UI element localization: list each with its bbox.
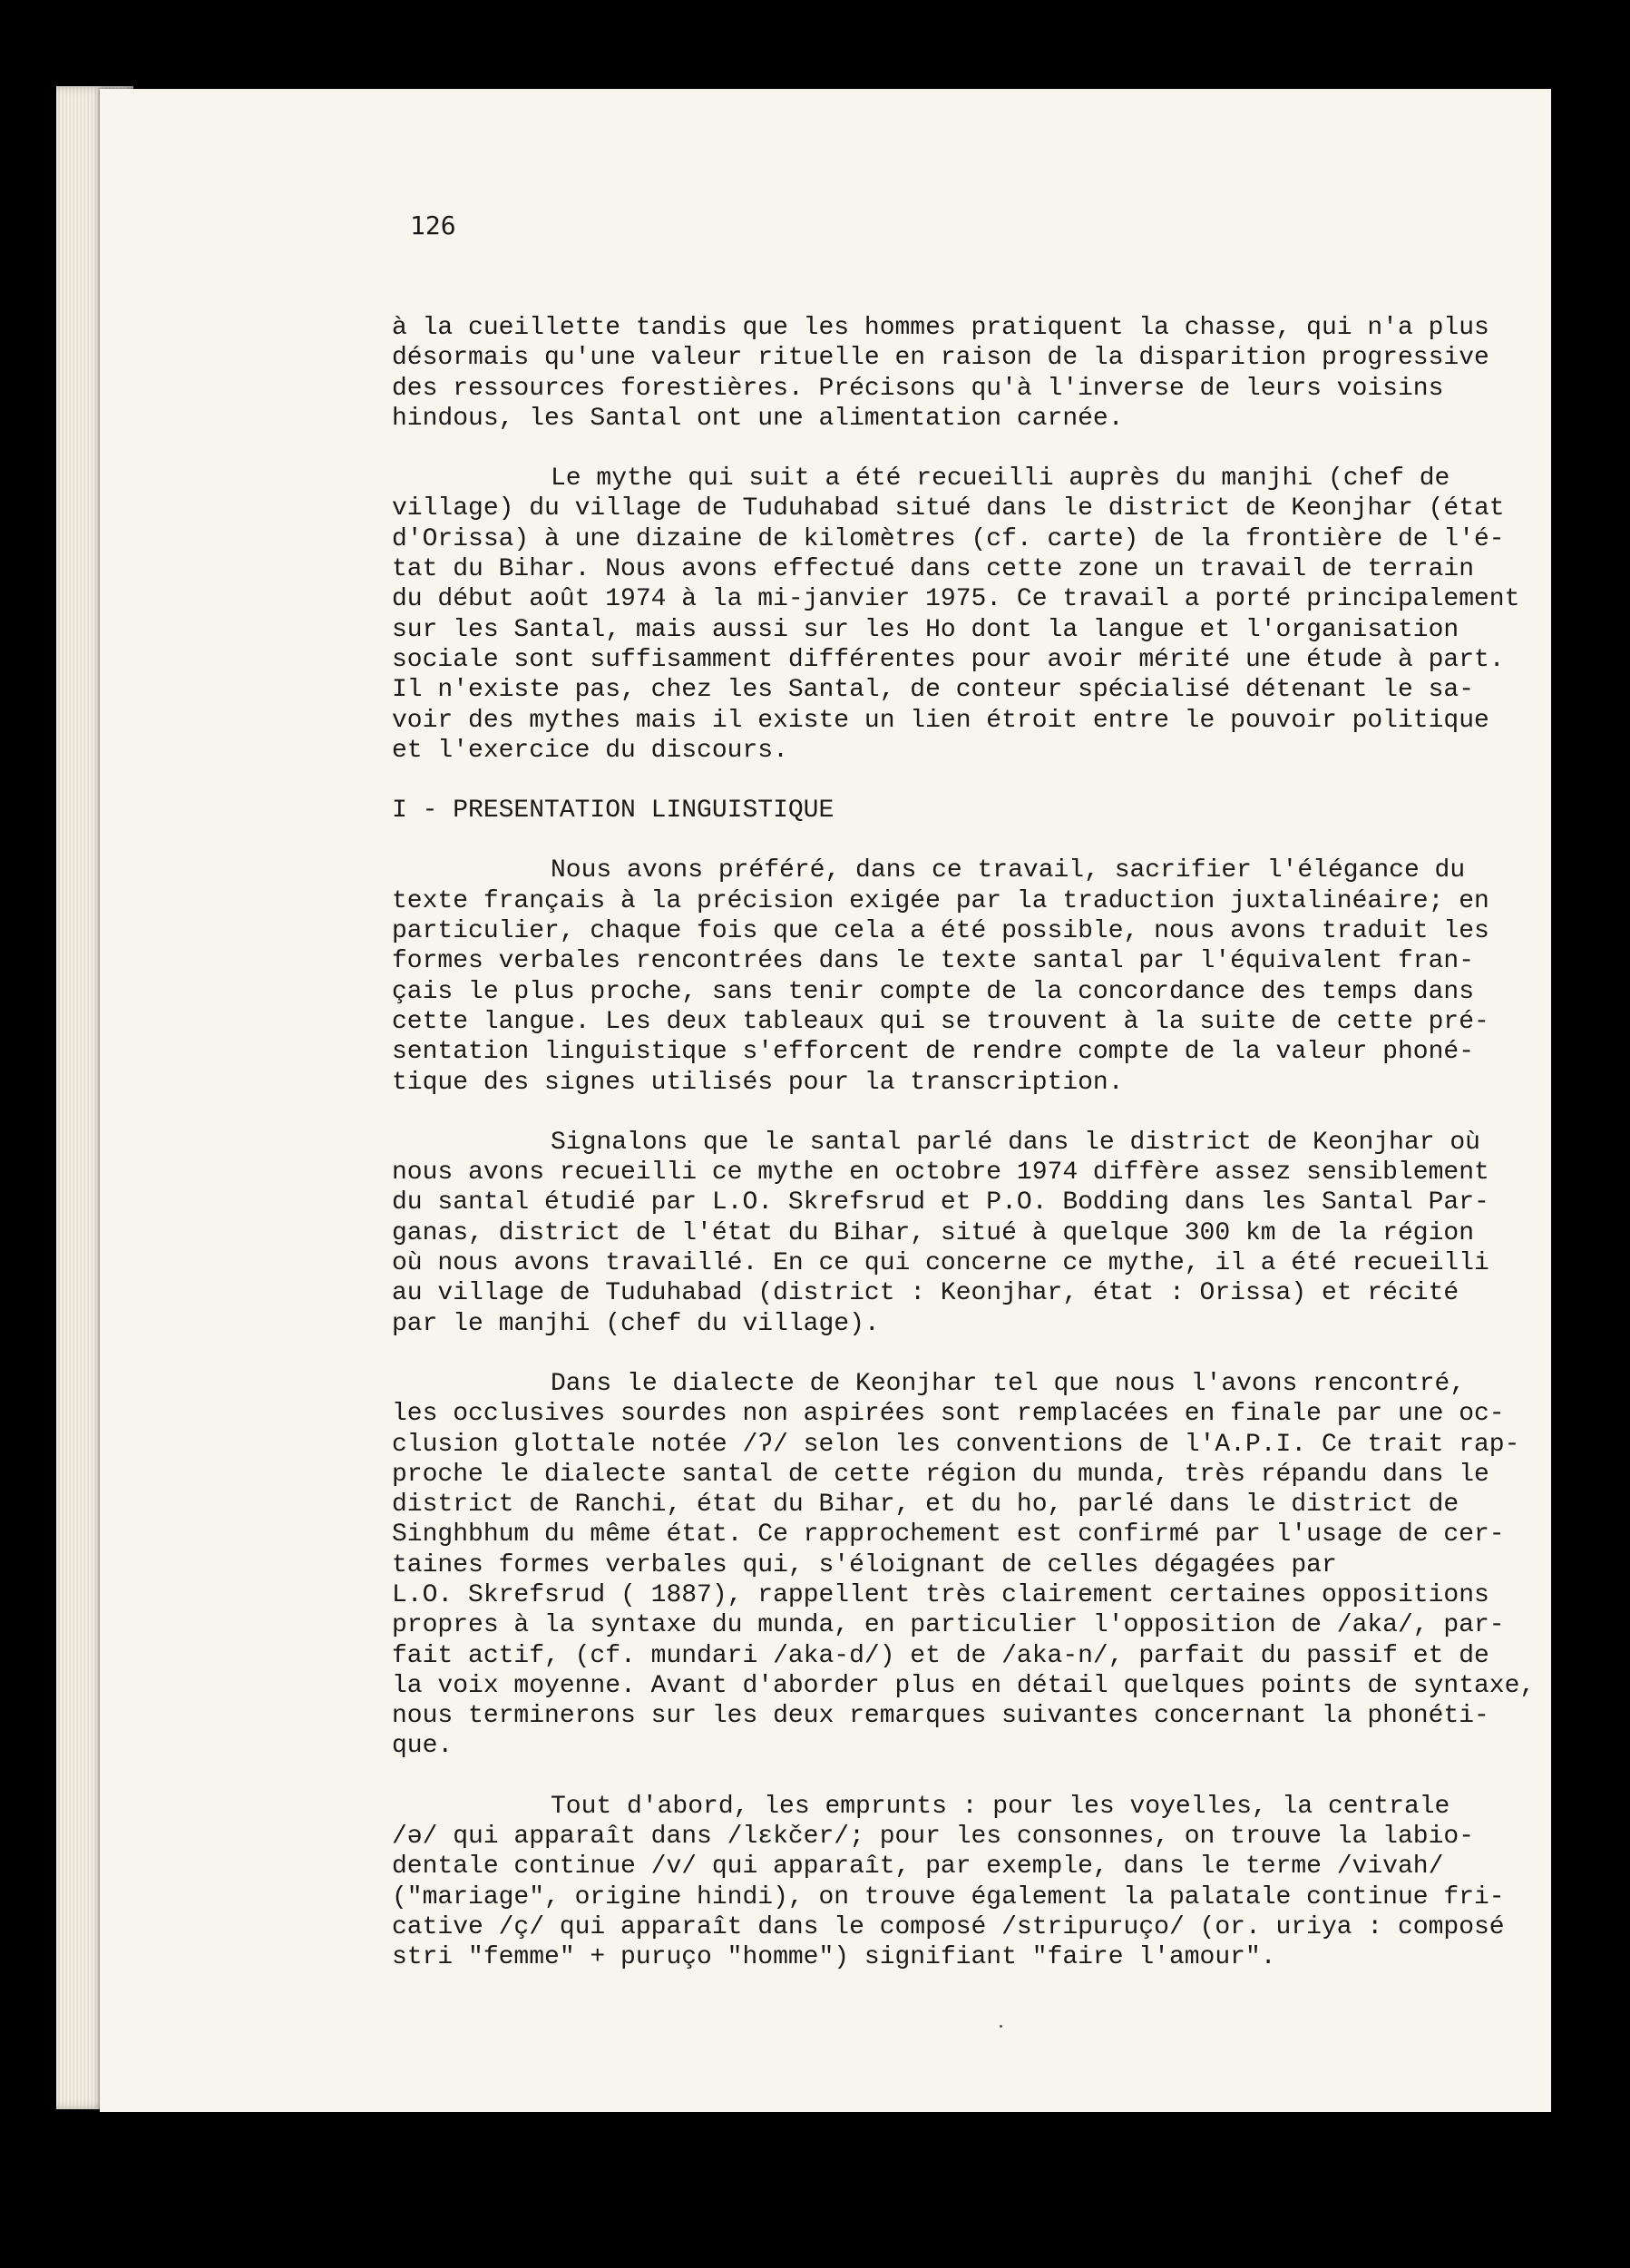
- text-line: Le mythe qui suit a été recueilli auprès du manjhi (chef de: [551, 464, 1450, 494]
- text-line: Dans le dialecte de Keonjhar tel que nous l'avons rencontré,: [551, 1369, 1466, 1398]
- text-line: les occlusives sourdes non aspirées sont remplacées en finale par une oc-: [392, 1400, 1505, 1429]
- text-line: désormais qu'une valeur rituelle en raison de la disparition progressive: [392, 344, 1489, 373]
- text-line: hindous, les Santal ont une alimentation carnée.: [392, 404, 1124, 433]
- section-heading: I - PRESENTATION LINGUISTIQUE: [392, 797, 835, 826]
- text-line: où nous avons travaillé. En ce qui concerne ce mythe, il a été recueilli: [392, 1249, 1489, 1278]
- text-line: sur les Santal, mais aussi sur les Ho dont la langue et l'organisation: [392, 615, 1459, 644]
- text-line: la voix moyenne. Avant d'aborder plus en détail quelques points de syntaxe,: [392, 1671, 1536, 1700]
- text-line: nous avons recueilli ce mythe en octobre 1974 diffère assez sensiblement: [392, 1158, 1489, 1188]
- text-line: stri "femme" + puruço "homme") signifiant "faire l'amour".: [392, 1943, 1276, 1972]
- text-line: ganas, district de l'état du Bihar, situé à quelque 300 km de la région: [392, 1218, 1474, 1247]
- text-line: formes verbales rencontrées dans le texte santal par l'équivalent fran-: [392, 947, 1474, 976]
- text-line: sociale sont suffisamment différentes pour avoir mérité une étude à part.: [392, 645, 1505, 674]
- text-line: que.: [392, 1732, 454, 1761]
- text-line: du début août 1974 à la mi-janvier 1975. Ce travail a porté principalement: [392, 585, 1520, 614]
- text-line: et l'exercice du discours.: [392, 736, 788, 765]
- paragraph: [392, 1369, 1536, 1762]
- text-line: tique des signes utilisés pour la transcription.: [392, 1068, 1124, 1097]
- paragraph: [392, 855, 1508, 1097]
- paragraph: [392, 313, 1508, 434]
- text-line: par le manjhi (chef du village).: [392, 1309, 880, 1338]
- page-number: 126: [410, 210, 456, 240]
- text-line: clusion glottale notée /ʔ/ selon les conventions de l'A.P.I. Ce trait rap-: [392, 1430, 1520, 1459]
- text-line: d'Orissa) à une dizaine de kilomètres (cf. carte) de la frontière de l'é-: [392, 524, 1505, 553]
- text-line: particulier, chaque fois que cela a été possible, nous avons traduit les: [392, 917, 1489, 946]
- text-line: proche le dialecte santal de cette région du munda, très répandu dans le: [392, 1460, 1489, 1489]
- text-line: cative /ç/ qui apparaît dans le composé /stripuruço/ (or. uriya : composé: [392, 1912, 1505, 1941]
- text-line: /ə/ qui apparaît dans /lɛkčer/; pour les consonnes, on trouve la labio-: [392, 1823, 1474, 1852]
- text-line: tat du Bihar. Nous avons effectué dans cette zone un travail de terrain: [392, 555, 1474, 584]
- text-line: dentale continue /v/ qui apparaît, par exemple, dans le terme /vivah/: [392, 1853, 1444, 1882]
- text-line: Signalons que le santal parlé dans le district de Keonjhar où: [551, 1128, 1480, 1157]
- text-line: nous terminerons sur les deux remarques suivantes concernant la phonéti-: [392, 1702, 1489, 1731]
- text-line: sentation linguistique s'efforcent de rendre compte de la valeur phoné-: [392, 1038, 1474, 1067]
- paragraph: [392, 1128, 1508, 1339]
- paragraph: [392, 464, 1520, 766]
- text-line: au village de Tuduhabad (district : Keonjhar, état : Orissa) et récité: [392, 1279, 1459, 1308]
- text-line: voir des mythes mais il existe un lien étroit entre le pouvoir politique: [392, 706, 1489, 735]
- text-line: des ressources forestières. Précisons qu'à l'inverse de leurs voisins: [392, 374, 1444, 403]
- text-line: Tout d'abord, les emprunts : pour les voyelles, la centrale: [551, 1792, 1450, 1821]
- text-line: Il n'existe pas, chez les Santal, de conteur spécialisé détenant le sa-: [392, 676, 1474, 705]
- text-line: district de Ranchi, état du Bihar, et du ho, parlé dans le district de: [392, 1491, 1459, 1520]
- body-text: [392, 313, 1536, 2003]
- text-line: propres à la syntaxe du munda, en particulier l'opposition de /aka/, par-: [392, 1611, 1505, 1640]
- paragraph: [392, 1792, 1508, 1973]
- text-line: çais le plus proche, sans tenir compte de la concordance des temps dans: [392, 977, 1474, 1006]
- text-line: à la cueillette tandis que les hommes pratiquent la chasse, qui n'a plus: [392, 314, 1489, 342]
- text-line: cette langue. Les deux tableaux qui se trouvent à la suite de cette pré-: [392, 1007, 1489, 1036]
- text-line: ("mariage", origine hindi), on trouve également la palatale continue fri-: [392, 1882, 1505, 1911]
- page-speck: [1000, 2025, 1002, 2028]
- text-line: du santal étudié par L.O. Skrefsrud et P.O. Bodding dans les Santal Par-: [392, 1188, 1489, 1217]
- text-line: L.O. Skrefsrud ( 1887), rappellent très clairement certaines oppositions: [392, 1580, 1489, 1609]
- text-line: Nous avons préféré, dans ce travail, sacrifier l'élégance du: [551, 856, 1466, 885]
- text-line: Singhbhum du même état. Ce rapprochement est confirmé par l'usage de cer-: [392, 1520, 1505, 1549]
- text-line: texte français à la précision exigée par la traduction juxtalinéaire; en: [392, 886, 1489, 915]
- text-line: fait actif, (cf. mundari /aka-d/) et de /aka-n/, parfait du passif et de: [392, 1641, 1489, 1670]
- text-line: village) du village de Tuduhabad situé dans le district de Keonjhar (état: [392, 494, 1505, 523]
- text-line: taines formes verbales qui, s'éloignant de celles dégagées par: [392, 1550, 1337, 1579]
